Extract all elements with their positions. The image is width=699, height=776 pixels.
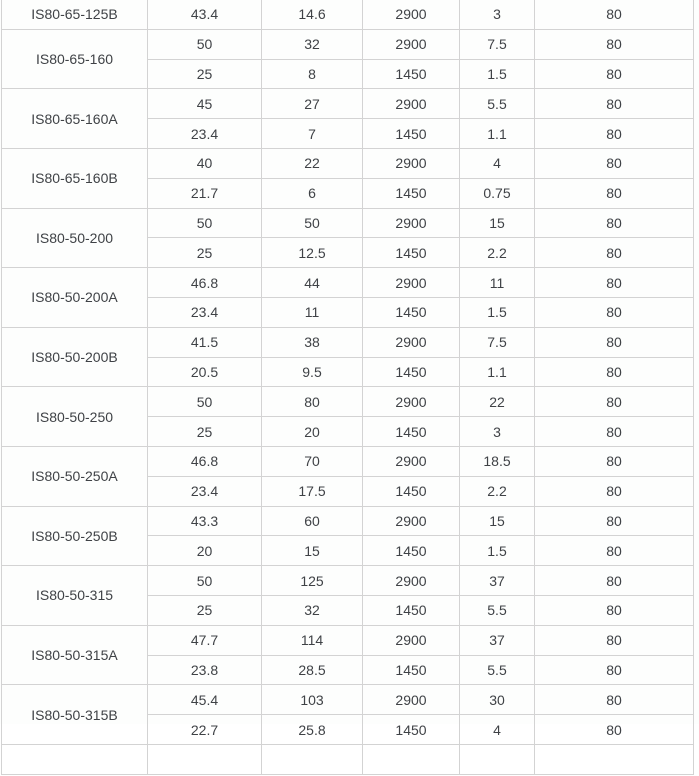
value-cell: 2900: [363, 89, 460, 119]
table-row: [2, 446, 694, 476]
value-cell: 80: [535, 29, 694, 59]
value-cell: 27: [262, 89, 363, 119]
value-cell: 32: [262, 29, 363, 59]
value-cell: 80: [535, 208, 694, 238]
value-cell: 4: [460, 715, 535, 745]
table-row: [2, 268, 694, 298]
value-cell: 50: [148, 208, 262, 238]
value-cell: 41.5: [148, 327, 262, 357]
value-cell: 80: [535, 297, 694, 327]
table-row: [2, 506, 694, 536]
value-cell: 80: [535, 357, 694, 387]
value-cell: 114: [262, 625, 363, 655]
table-row: [2, 208, 694, 238]
model-cell: IS80-50-250B: [2, 506, 148, 566]
value-cell: 1450: [363, 476, 460, 506]
value-cell: [460, 744, 535, 774]
value-cell: 11: [262, 297, 363, 327]
value-cell: 50: [262, 208, 363, 238]
value-cell: 1450: [363, 536, 460, 566]
value-cell: 1450: [363, 59, 460, 89]
value-cell: 80: [535, 476, 694, 506]
value-cell: 6: [262, 178, 363, 208]
value-cell: 80: [535, 89, 694, 119]
value-cell: 7: [262, 119, 363, 149]
table-row: [2, 327, 694, 357]
model-cell: IS80-65-160A: [2, 89, 148, 149]
value-cell: 12.5: [262, 238, 363, 268]
value-cell: 22.7: [148, 715, 262, 745]
model-cell: IS80-50-200A: [2, 268, 148, 328]
value-cell: 70: [262, 446, 363, 476]
value-cell: 1.5: [460, 536, 535, 566]
value-cell: 2900: [363, 566, 460, 596]
value-cell: 40: [148, 148, 262, 178]
pump-spec-table: [1, 0, 694, 775]
value-cell: 1450: [363, 357, 460, 387]
value-cell: 2900: [363, 327, 460, 357]
value-cell: 50: [148, 566, 262, 596]
value-cell: [262, 744, 363, 774]
value-cell: 0.75: [460, 178, 535, 208]
value-cell: 14.6: [262, 0, 363, 29]
value-cell: 20: [148, 536, 262, 566]
value-cell: 80: [535, 655, 694, 685]
value-cell: 20.5: [148, 357, 262, 387]
value-cell: 80: [535, 268, 694, 298]
value-cell: [363, 744, 460, 774]
value-cell: 2900: [363, 446, 460, 476]
model-cell: IS80-65-125B: [2, 0, 148, 29]
table-row: [2, 685, 694, 715]
value-cell: 103: [262, 685, 363, 715]
table-row: [2, 89, 694, 119]
value-cell: [148, 744, 262, 774]
value-cell: 80: [535, 715, 694, 745]
model-cell: IS80-65-160B: [2, 148, 148, 208]
value-cell: 4: [460, 148, 535, 178]
value-cell: 80: [535, 59, 694, 89]
value-cell: 80: [535, 327, 694, 357]
value-cell: 15: [262, 536, 363, 566]
model-cell: IS80-50-250A: [2, 446, 148, 506]
value-cell: 7.5: [460, 327, 535, 357]
value-cell: 2900: [363, 625, 460, 655]
value-cell: 80: [535, 566, 694, 596]
value-cell: 20: [262, 417, 363, 447]
value-cell: 23.4: [148, 119, 262, 149]
value-cell: 1.1: [460, 119, 535, 149]
table-row: [2, 148, 694, 178]
table-row-partial: [2, 744, 694, 774]
value-cell: 80: [535, 685, 694, 715]
value-cell: 25: [148, 417, 262, 447]
value-cell: 1.5: [460, 59, 535, 89]
value-cell: 80: [535, 148, 694, 178]
value-cell: 1450: [363, 238, 460, 268]
value-cell: 44: [262, 268, 363, 298]
value-cell: 80: [535, 387, 694, 417]
value-cell: 80: [535, 119, 694, 149]
value-cell: 2900: [363, 29, 460, 59]
value-cell: 23.4: [148, 476, 262, 506]
value-cell: 1450: [363, 178, 460, 208]
value-cell: 2900: [363, 387, 460, 417]
value-cell: 1450: [363, 715, 460, 745]
model-cell: IS80-50-200: [2, 208, 148, 268]
value-cell: 30: [460, 685, 535, 715]
value-cell: 2900: [363, 268, 460, 298]
value-cell: 2900: [363, 0, 460, 29]
value-cell: 23.8: [148, 655, 262, 685]
value-cell: 80: [535, 178, 694, 208]
value-cell: 5.5: [460, 655, 535, 685]
value-cell: 2.2: [460, 476, 535, 506]
table-row: [2, 625, 694, 655]
value-cell: 3: [460, 0, 535, 29]
value-cell: 80: [535, 417, 694, 447]
value-cell: 1450: [363, 417, 460, 447]
value-cell: 18.5: [460, 446, 535, 476]
value-cell: 37: [460, 566, 535, 596]
value-cell: 1450: [363, 595, 460, 625]
value-cell: 1450: [363, 655, 460, 685]
value-cell: 22: [262, 148, 363, 178]
value-cell: 80: [535, 0, 694, 29]
table-row: [2, 29, 694, 59]
value-cell: 22: [460, 387, 535, 417]
value-cell: 23.4: [148, 297, 262, 327]
value-cell: 15: [460, 208, 535, 238]
value-cell: 25: [148, 595, 262, 625]
value-cell: 80: [262, 387, 363, 417]
spec-table-body: [2, 0, 694, 774]
model-cell: IS80-50-315A: [2, 625, 148, 685]
value-cell: 125: [262, 566, 363, 596]
value-cell: 80: [535, 625, 694, 655]
table-row: [2, 0, 694, 29]
value-cell: 21.7: [148, 178, 262, 208]
value-cell: 2900: [363, 506, 460, 536]
value-cell: 1450: [363, 119, 460, 149]
value-cell: 2900: [363, 208, 460, 238]
value-cell: 43.4: [148, 0, 262, 29]
value-cell: 2900: [363, 148, 460, 178]
model-cell: IS80-50-315B: [2, 685, 148, 745]
value-cell: 43.3: [148, 506, 262, 536]
value-cell: 38: [262, 327, 363, 357]
value-cell: 5.5: [460, 595, 535, 625]
model-cell: IS80-65-160: [2, 29, 148, 89]
value-cell: 8: [262, 59, 363, 89]
value-cell: 5.5: [460, 89, 535, 119]
value-cell: 32: [262, 595, 363, 625]
value-cell: 1.5: [460, 297, 535, 327]
value-cell: 2.2: [460, 238, 535, 268]
value-cell: 45: [148, 89, 262, 119]
model-cell: IS80-50-250: [2, 387, 148, 447]
value-cell: 1450: [363, 297, 460, 327]
value-cell: 1.1: [460, 357, 535, 387]
value-cell: 45.4: [148, 685, 262, 715]
value-cell: 9.5: [262, 357, 363, 387]
table-row: [2, 566, 694, 596]
value-cell: 25: [148, 59, 262, 89]
value-cell: 46.8: [148, 268, 262, 298]
value-cell: 15: [460, 506, 535, 536]
value-cell: 80: [535, 238, 694, 268]
value-cell: [535, 744, 694, 774]
value-cell: 60: [262, 506, 363, 536]
value-cell: 47.7: [148, 625, 262, 655]
value-cell: 25.8: [262, 715, 363, 745]
value-cell: 2900: [363, 685, 460, 715]
table-row: [2, 387, 694, 417]
model-cell: [2, 744, 148, 774]
value-cell: 3: [460, 417, 535, 447]
value-cell: 46.8: [148, 446, 262, 476]
value-cell: 37: [460, 625, 535, 655]
value-cell: 80: [535, 595, 694, 625]
value-cell: 80: [535, 536, 694, 566]
value-cell: 80: [535, 446, 694, 476]
model-cell: IS80-50-200B: [2, 327, 148, 387]
value-cell: 80: [535, 506, 694, 536]
model-cell: IS80-50-315: [2, 566, 148, 626]
value-cell: 25: [148, 238, 262, 268]
value-cell: 50: [148, 29, 262, 59]
value-cell: 11: [460, 268, 535, 298]
value-cell: 28.5: [262, 655, 363, 685]
value-cell: 7.5: [460, 29, 535, 59]
value-cell: 17.5: [262, 476, 363, 506]
value-cell: 50: [148, 387, 262, 417]
